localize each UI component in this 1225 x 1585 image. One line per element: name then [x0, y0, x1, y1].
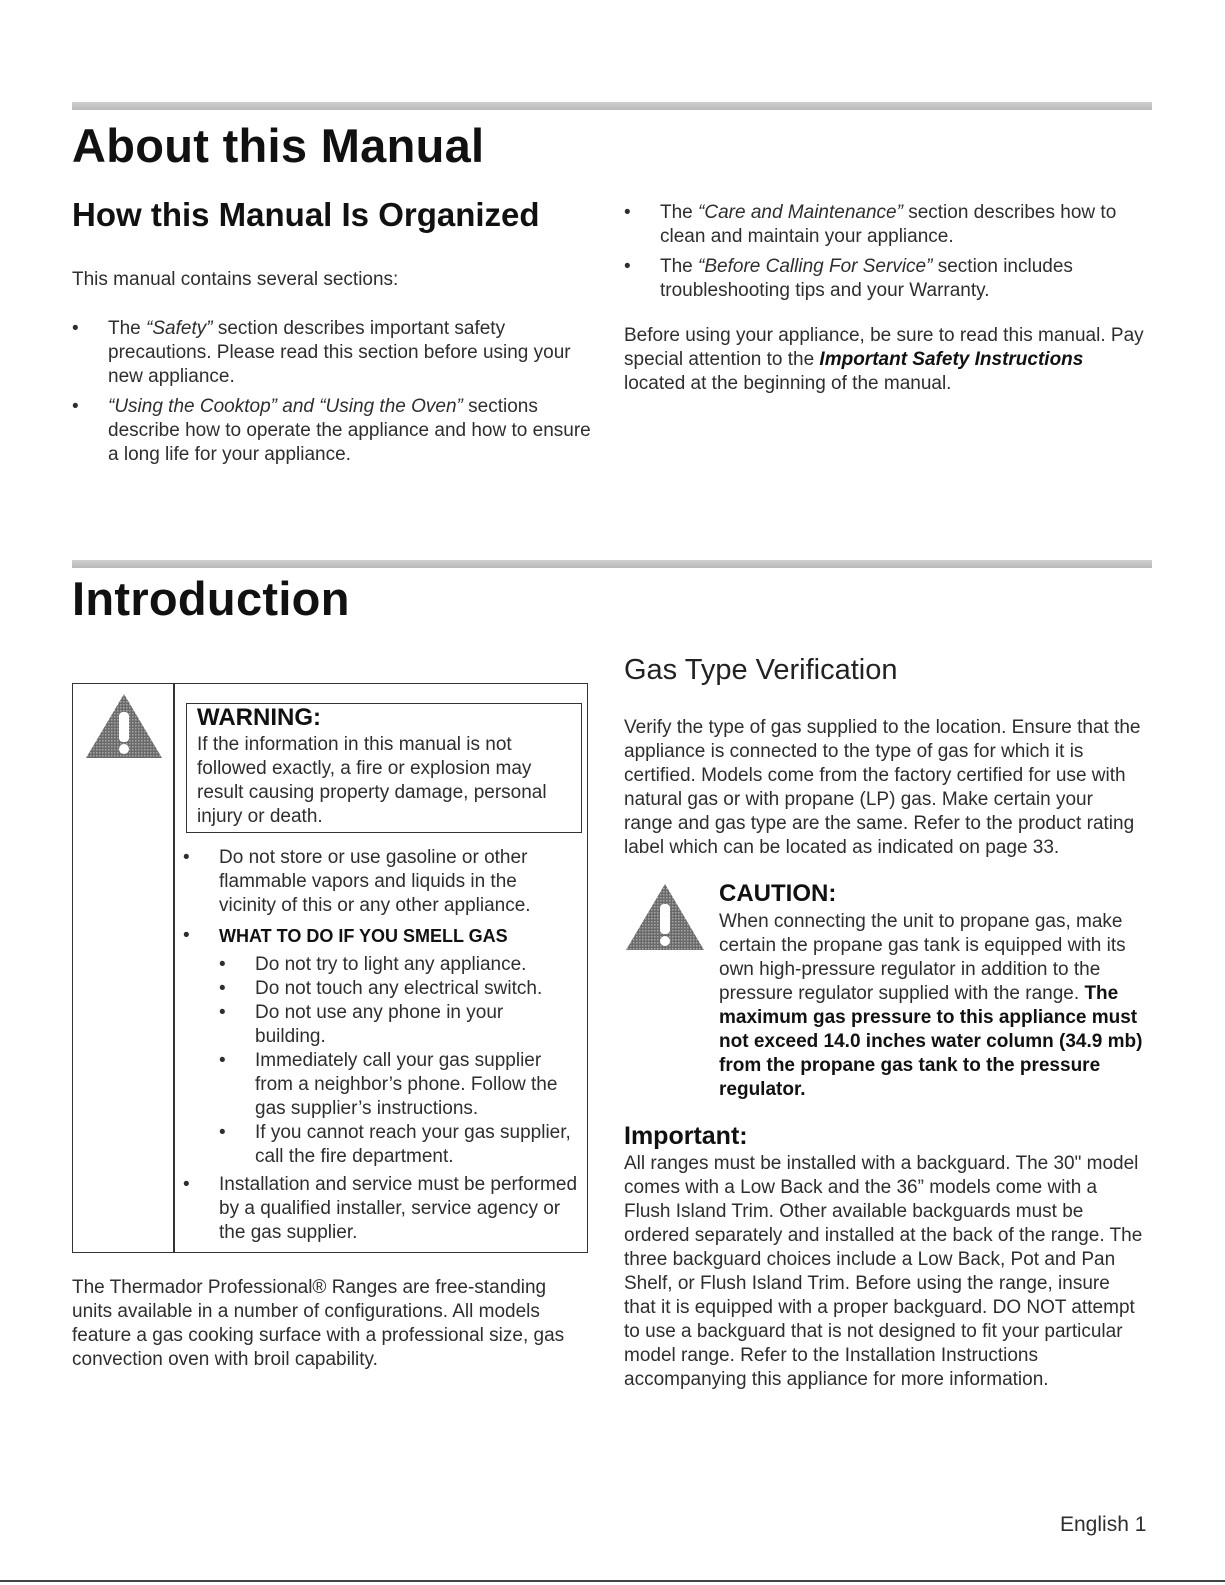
item-text: Do not store or use gasoline or other flammable vapors and liquids in the vicinity of this or any other appliance.: [219, 847, 531, 916]
item-text: The: [660, 256, 699, 277]
about-right-list: [624, 201, 1144, 309]
item-text: sections describe how to operate the appliance and how to ensure a long life for your appliance.: [108, 396, 591, 465]
item-text: If you cannot reach your gas supplier, call the fire department.: [255, 1122, 571, 1167]
item-text: Do not try to light any appliance.: [255, 954, 527, 975]
page-number: English 1: [1060, 1513, 1147, 1536]
warning-text: If the information in this manual is not followed exactly, a fire or explosion may result causing property damage, personal injury or death.: [197, 734, 547, 827]
sub-list-item: [219, 953, 578, 977]
item-text: The: [660, 202, 699, 223]
important-safety-emphasis: Important Safety Instructions: [819, 349, 1084, 370]
about-intro: This manual contains several sections:: [72, 269, 399, 290]
important-title: Important:: [624, 1122, 748, 1150]
item-text: Do not use any phone in your building.: [255, 1002, 504, 1047]
page-title-about: About this Manual: [72, 119, 485, 172]
list-item: [183, 846, 578, 918]
paragraph-text: Before using your appliance, be sure to read this manual. Pay special attention to the: [624, 325, 1144, 370]
bullet-dot: •: [72, 396, 79, 417]
item-text: Installation and service must be performed by a qualified installer, service agency or the gas supplier.: [219, 1174, 578, 1243]
bullet-dot: •: [183, 847, 190, 868]
about-left-list: [72, 317, 592, 473]
item-italic: “Care and Maintenance”: [698, 202, 903, 223]
section-rule-top: [72, 102, 1152, 110]
caution-title: CAUTION:: [719, 880, 837, 907]
bullet-dot: •: [183, 1174, 190, 1195]
bullet-dot: •: [219, 1050, 226, 1071]
caution-triangle-icon: [624, 882, 706, 952]
list-item: [183, 1173, 578, 1245]
warning-header-box: [186, 703, 582, 833]
subtitle-organized: How this Manual Is Organized: [72, 196, 540, 233]
bottom-edge-line: [0, 1580, 1225, 1582]
item-text: Immediately call your gas supplier from a neighbor’s phone. Follow the gas supplier’s instructions.: [255, 1050, 558, 1119]
bullet-dot: •: [219, 978, 226, 999]
warning-list: [183, 846, 578, 1251]
caution-paragraph: [719, 910, 1144, 1102]
warning-title: WARNING:: [197, 704, 321, 731]
caution-text: When connecting the unit to propane gas, make certain the propane gas tank is equipped with its own high-pressure regulator in addition to the pressure regulator supplied with the range.: [719, 911, 1126, 1004]
paragraph-text: located at the beginning of the manual.: [624, 373, 952, 394]
list-item: [183, 924, 578, 1169]
sub-list-item: [219, 977, 578, 1001]
item-text: Do not touch any electrical switch.: [255, 978, 543, 999]
bullet-dot: •: [624, 202, 631, 223]
item-text: section describes important safety precautions. Please read this section before using your new appliance.: [108, 318, 571, 387]
sub-list-item: [219, 1049, 578, 1121]
bullet-dot: •: [72, 318, 79, 339]
caution-bold-text: The maximum gas pressure to this appliance must not exceed 14.0 inches water column (34.9 mb) from the propane gas tank to the pressure regulator.: [719, 983, 1143, 1100]
smell-gas-sublist: [219, 953, 578, 1169]
before-using-paragraph: [624, 324, 1144, 396]
list-item: [72, 317, 592, 389]
item-text: The: [108, 318, 147, 339]
important-paragraph: All ranges must be installed with a backguard. The 30" model comes with a Low Back and the 36” models come with a Flush Island Trim. Other available backguards must be ordered separately and installed at the back of the range. The three backguard choices include a Low Back, Pot and Pan Shelf, or Flush Island Trim. Before using the range, insure that it is equipped with a proper backguard. DO NOT attempt to use a backguard that is not designed to fit your particular model range. Refer to the Installation Instructions accompanying this appliance for more information.: [624, 1153, 1143, 1390]
item-text: section includes troubleshooting tips and your Warranty.: [660, 256, 1073, 301]
sub-list-item: [219, 1121, 578, 1169]
bullet-dot: •: [219, 1002, 226, 1023]
gas-type-title: Gas Type Verification: [624, 654, 898, 686]
item-italic: “Safety”: [146, 318, 213, 339]
smell-gas-heading: WHAT TO DO IF YOU SMELL GAS: [219, 926, 508, 946]
warning-divider: [173, 684, 175, 1252]
gas-type-paragraph: Verify the type of gas supplied to the location. Ensure that the appliance is connected to the type of gas for which it is certified. Models come from the factory certified for use with natural gas or with propane (LP) gas. Make certain your range and gas type are the same. Refer to the product rating label which can be located as indicated on page 33.: [624, 717, 1141, 858]
warning-triangle-icon: [84, 692, 164, 760]
item-text: section describes how to clean and maintain your appliance.: [660, 202, 1117, 247]
bullet-dot: •: [219, 1122, 226, 1143]
list-item: [624, 201, 1144, 249]
bullet-dot: •: [624, 256, 631, 277]
sub-list-item: [219, 1001, 578, 1049]
thermador-paragraph: The Thermador Professional® Ranges are free-standing units available in a number of configurations. All models feature a gas cooking surface with a professional size, gas convection oven with broil capability.: [72, 1277, 565, 1370]
section-rule-mid: [72, 560, 1152, 568]
item-italic: “Before Calling For Service”: [698, 256, 933, 277]
list-item: [72, 395, 592, 467]
list-item: [624, 255, 1144, 303]
page-title-introduction: Introduction: [72, 572, 350, 625]
bullet-dot: •: [219, 954, 226, 975]
item-italic: “Using the Cooktop” and “Using the Oven”: [108, 396, 463, 417]
bullet-dot: •: [183, 925, 190, 946]
